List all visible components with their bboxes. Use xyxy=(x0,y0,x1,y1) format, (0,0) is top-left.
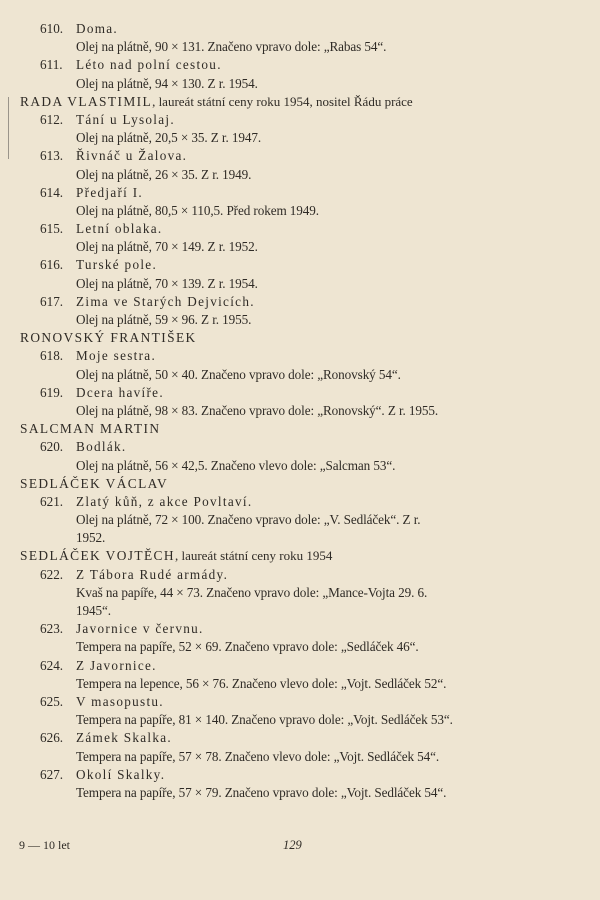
artwork-description: Tempera na papíře, 57 × 79. Značeno vpravo dole: „Vojt. Sedláček 54“. xyxy=(76,784,447,800)
artwork-description: Olej na plátně, 98 × 83. Značeno vpravo dole: „Ronovský“. Z r. 1955. xyxy=(76,402,439,418)
catalog-number: 620. xyxy=(40,439,64,455)
artwork-title-line xyxy=(0,693,600,711)
catalog-number: 612. xyxy=(40,111,64,127)
catalog-number: 611. xyxy=(40,57,63,73)
artist-name: SEDLÁČEK VÁCLAV xyxy=(20,475,169,491)
artwork-title-line xyxy=(0,566,600,584)
artwork-description: Kvaš na papíře, 44 × 73. Značeno vpravo dole: „Mance-Vojta 29. 6. xyxy=(76,584,428,600)
artwork-description: Olej na plátně, 70 × 139. Z r. 1954. xyxy=(76,275,258,291)
artwork-description: Tempera na papíře, 57 × 78. Značeno vlevo dole: „Vojt. Sedláček 54“. xyxy=(76,748,440,764)
artwork-title: Řivnáč u Žalova. xyxy=(76,148,188,164)
artwork-description: Olej na plátně, 50 × 40. Značeno vpravo dole: „Ronovský 54“. xyxy=(76,366,401,382)
artist-heading xyxy=(0,420,600,438)
artwork-title-line xyxy=(0,256,600,274)
catalog-number: 627. xyxy=(40,766,64,782)
artist-heading xyxy=(0,547,600,565)
artwork-description: Olej na plátně, 80,5 × 110,5. Před rokem 1949. xyxy=(76,202,319,218)
artwork-title-line xyxy=(0,20,600,38)
artwork-title: Letní oblaka. xyxy=(76,221,163,237)
artist-note: , laureát státní ceny roku 1954 xyxy=(174,548,333,564)
artwork-title: Tání u Lysolaj. xyxy=(76,111,175,127)
artwork-title: Moje sestra. xyxy=(76,348,157,364)
page-footer xyxy=(0,838,600,854)
catalog-number: 623. xyxy=(40,621,64,637)
printer-signature: 9 — 10 let xyxy=(19,838,70,852)
catalog-number: 618. xyxy=(40,348,64,364)
catalog-number: 614. xyxy=(40,184,64,200)
artwork-title-line xyxy=(0,293,600,311)
artwork-title: Bodlák. xyxy=(76,439,127,455)
artist-heading xyxy=(0,329,600,347)
artwork-title: Zámek Skalka. xyxy=(76,730,172,746)
artwork-title: V masopustu. xyxy=(76,693,164,709)
artwork-description: Tempera na lepence, 56 × 76. Značeno vlevo dole: „Vojt. Sedláček 52“. xyxy=(76,675,447,691)
artwork-title-line xyxy=(0,438,600,456)
artwork-title-line xyxy=(0,766,600,784)
artist-name: SEDLÁČEK VOJTĚCH xyxy=(20,548,175,564)
artwork-description: Olej na plátně, 26 × 35. Z r. 1949. xyxy=(76,166,252,182)
artwork-title: Zima ve Starých Dejvicích. xyxy=(76,293,255,309)
artwork-description: 1945“. xyxy=(76,603,111,618)
artwork-description: 1952. xyxy=(76,530,106,546)
artwork-title-line xyxy=(0,56,600,74)
artist-name: RADA VLASTIMIL xyxy=(20,93,153,109)
artwork-title: Dcera havíře. xyxy=(76,384,164,400)
artwork-title-line xyxy=(0,620,600,638)
catalog-number: 622. xyxy=(40,566,64,582)
catalog-number: 610. xyxy=(40,21,64,36)
artwork-description: Olej na plátně, 72 × 100. Značeno vpravo dole: „V. Sedláček“. Z r. xyxy=(76,512,421,528)
artwork-title: Turské pole. xyxy=(76,257,158,273)
catalog-number: 617. xyxy=(40,293,64,309)
artwork-title: Zlatý kůň, z akce Povltaví. xyxy=(76,493,253,509)
artwork-description: Olej na plátně, 56 × 42,5. Značeno vlevo dole: „Salcman 53“. xyxy=(76,457,396,473)
artwork-title: Z Tábora Rudé armády. xyxy=(76,566,229,582)
catalog-number: 613. xyxy=(40,148,64,164)
catalog-entries xyxy=(0,20,600,802)
artwork-description: Olej na plátně, 20,5 × 35. Z r. 1947. xyxy=(76,130,262,146)
artwork-description: Olej na plátně, 90 × 131. Značeno vpravo dole: „Rabas 54“. xyxy=(76,39,387,55)
catalog-number: 625. xyxy=(40,693,64,709)
catalog-number: 621. xyxy=(40,493,64,509)
artist-note: , laureát státní ceny roku 1954, nositel Řádu práce xyxy=(152,93,413,109)
catalog-number: 624. xyxy=(40,657,64,673)
artwork-title-line xyxy=(0,729,600,747)
artwork-title-line xyxy=(0,493,600,511)
artwork-title: Doma. xyxy=(76,21,119,36)
artwork-title-line xyxy=(0,220,600,238)
artwork-description: Olej na plátně, 94 × 130. Z r. 1954. xyxy=(76,75,258,91)
catalog-number: 626. xyxy=(40,730,64,746)
artwork-title-line xyxy=(0,347,600,365)
artist-heading xyxy=(0,475,600,493)
artist-heading xyxy=(0,93,600,111)
artwork-description: Tempera na papíře, 52 × 69. Značeno vpravo dole: „Sedláček 46“. xyxy=(76,639,419,655)
artwork-title: Léto nad polní cestou. xyxy=(76,57,222,73)
artwork-title: Javornice v červnu. xyxy=(76,621,204,637)
artwork-title: Z Javornice. xyxy=(76,657,157,673)
artwork-title-line xyxy=(0,111,600,129)
artwork-title-line xyxy=(0,184,600,202)
catalog-number: 615. xyxy=(40,221,64,237)
catalog-number: 619. xyxy=(40,384,64,400)
artwork-description: Olej na plátně, 59 × 96. Z r. 1955. xyxy=(76,312,252,327)
artwork-title: Okolí Skalky. xyxy=(76,766,166,782)
artist-name: SALCMAN MARTIN xyxy=(20,421,161,437)
artwork-description: Olej na plátně, 70 × 149. Z r. 1952. xyxy=(76,239,258,255)
artwork-title-line xyxy=(0,147,600,165)
artwork-description: Tempera na papíře, 81 × 140. Značeno vpravo dole: „Vojt. Sedláček 53“. xyxy=(76,712,453,728)
catalog-number: 616. xyxy=(40,257,64,273)
artwork-title: Předjaří I. xyxy=(76,184,144,200)
artwork-title-line xyxy=(0,384,600,402)
artist-name: RONOVSKÝ FRANTIŠEK xyxy=(20,330,197,346)
page-number: 129 xyxy=(283,838,302,852)
artwork-title-line xyxy=(0,657,600,675)
